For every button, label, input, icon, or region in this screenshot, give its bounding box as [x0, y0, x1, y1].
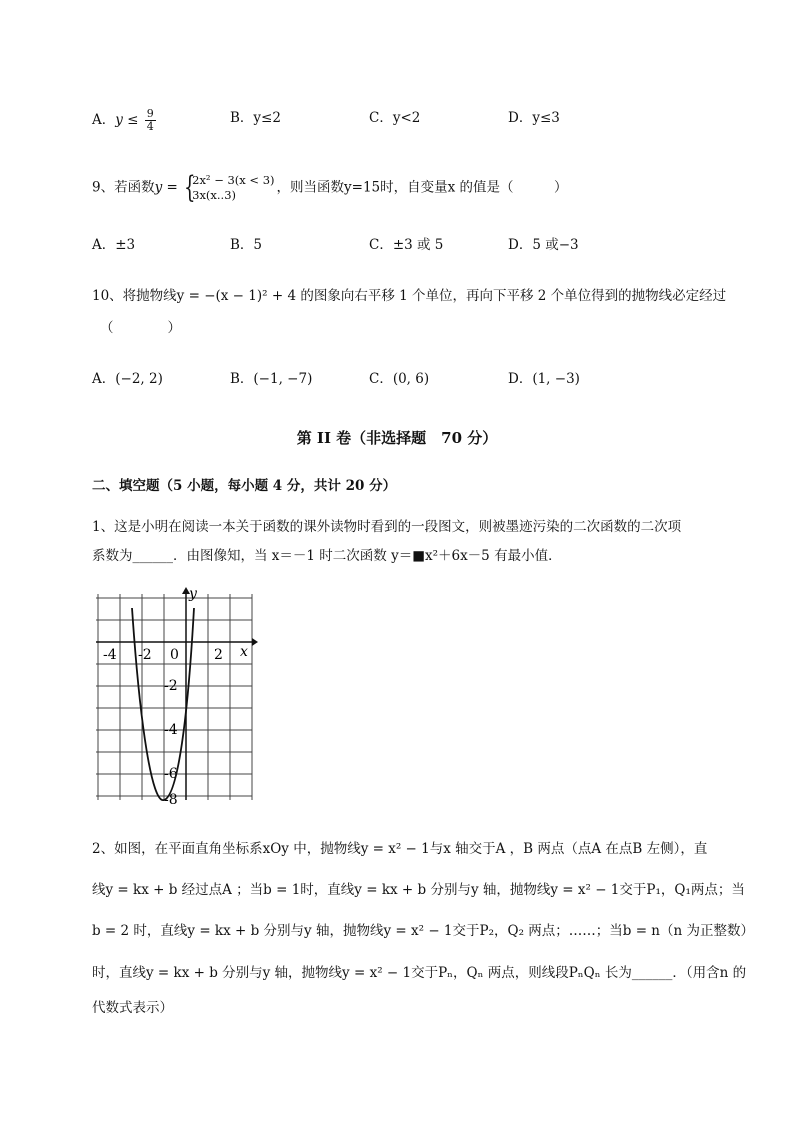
q9-prefix: 9、若函数 — [92, 179, 155, 196]
piecewise-row-1: 2x² − 3(x < 3) — [192, 173, 275, 187]
fraction — [145, 108, 156, 133]
q8-a-expression: y ≤ — [115, 112, 139, 128]
piecewise-function — [184, 170, 275, 205]
parabola-graph — [92, 586, 262, 808]
y-tick-label: -2 — [164, 678, 178, 694]
q9-option-a: A．±3 — [92, 237, 136, 253]
q10-stem-line-2: （ ） — [100, 320, 181, 336]
p1-line-1: 1、这是小明在阅读一本关于函数的课外读物时看到的一段图文，则被墨迹污染的二次函数的二次项 — [92, 519, 682, 535]
x-axis-label: x — [240, 644, 248, 660]
x-tick-label: -2 — [138, 647, 152, 663]
q10-option-d: D．(1, −3) — [508, 371, 580, 387]
x-tick-label: 0 — [170, 647, 179, 663]
brace-icon: { — [184, 170, 196, 205]
q8-option-b: B．y≤2 — [230, 110, 281, 126]
fraction-numerator: 9 — [146, 107, 154, 120]
q9-function-name: y = — [154, 179, 178, 196]
p2-line-3: b = 2 时，直线y = kx + b 分别与y 轴，抛物线y = x² − 1交于P₂，Q₂ 两点；……；当b = n（n 为正整数） — [92, 923, 754, 939]
fraction-denominator: 4 — [146, 120, 154, 133]
p1-line-2: 系数为______．由图像知，当 x＝－1 时二次函数 y＝■x²＋6x－5 有最小值． — [92, 548, 562, 564]
q9-suffix: ，则当函数y=15时，自变量x 的值是（ ） — [276, 179, 568, 196]
part-2-title: 第 II 卷（非选择题 70 分） — [296, 429, 498, 447]
y-axis-label: y — [189, 586, 197, 602]
p2-line-5: 代数式表示） — [92, 1000, 173, 1016]
x-tick-label: 2 — [214, 647, 223, 663]
q9-stem — [92, 170, 568, 205]
y-tick-label: -4 — [164, 722, 178, 738]
q10-option-b: B．(−1, −7) — [230, 371, 313, 387]
q9-option-c: C．±3 或 5 — [369, 237, 444, 253]
y-tick-label: -8 — [164, 792, 178, 808]
section-2-heading: 二、填空题（5 小题，每小题 4 分，共计 20 分） — [92, 478, 397, 494]
q10-stem-line-1: 10、将抛物线y = −(x − 1)² + 4 的图象向右平移 1 个单位，再向下平移 2 个单位得到的抛物线必定经过 — [92, 288, 727, 304]
q8-option-a — [92, 108, 156, 133]
option-label: A． — [92, 112, 116, 128]
parabola-curve — [132, 608, 194, 800]
p2-line-4: 时，直线y = kx + b 分别与y 轴，抛物线y = x² − 1交于Pₙ，Qₙ 两点，则线段PₙQₙ 长为______．（用含n 的 — [92, 965, 747, 981]
q8-option-d: D．y≤3 — [508, 110, 560, 126]
q10-option-c: C．(0, 6) — [369, 371, 430, 387]
x-axis-arrow-icon — [252, 638, 258, 646]
p2-line-2: 线y = kx + b 经过点A ；当b = 1时，直线y = kx + b 分别与y 轴，抛物线y = x² − 1交于P₁，Q₁两点；当 — [92, 882, 745, 898]
q9-option-d: D．5 或−3 — [508, 237, 579, 253]
p2-line-1: 2、如图，在平面直角坐标系xOy 中，抛物线y = x² − 1与x 轴交于A ，B 两点（点A 在点B 左侧），直 — [92, 841, 708, 857]
y-tick-label: -6 — [164, 766, 178, 782]
q8-option-c: C．y<2 — [369, 110, 421, 126]
x-tick-label: -4 — [103, 647, 117, 663]
q9-option-b: B．5 — [230, 237, 263, 253]
piecewise-row-2: 3x(x..3) — [192, 188, 237, 202]
q10-option-a: A．(−2, 2) — [92, 371, 163, 387]
